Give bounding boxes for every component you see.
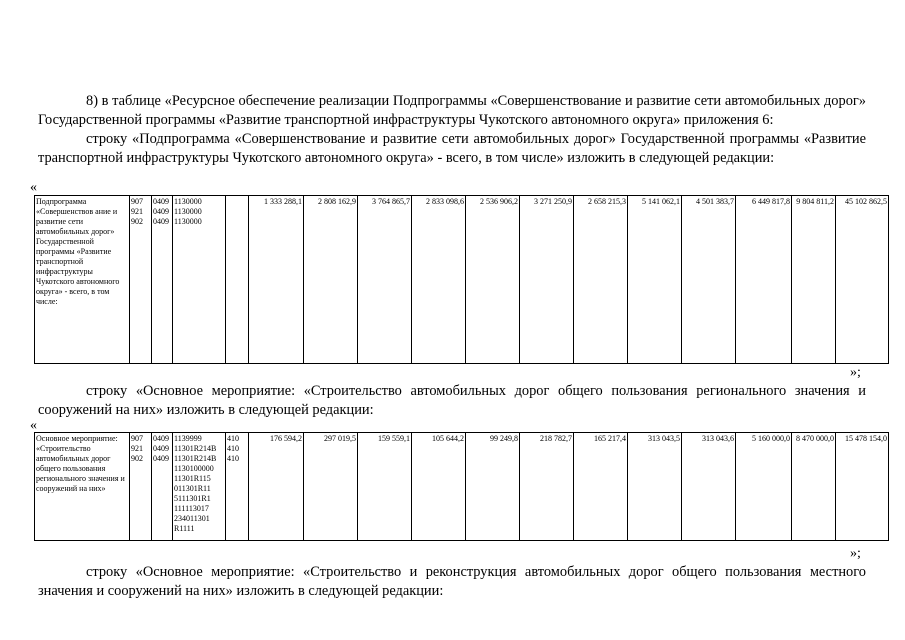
value-cell: 9 804 811,2 xyxy=(792,196,836,364)
value-cell: 4 501 383,7 xyxy=(682,196,736,364)
table-main-activity xyxy=(34,432,889,541)
value-cell: 105 644,2 xyxy=(412,433,466,541)
mid-text: строку «Основное мероприятие: «Строительство автомобильных дорог общего пользования регионального значения и сооружений на них» изложить в следующей редакции: xyxy=(38,383,866,418)
value-cell: 99 249,8 xyxy=(466,433,520,541)
outro-paragraph xyxy=(38,563,866,601)
intro-line-2: строку «Подпрограмма «Совершенствование и развитие сети автомобильных дорог» Государственной программы «Развитие транспортной инфраструктуры Чукотского автономного округа» - всего, в том числе» изложить в следующей редакции: xyxy=(38,131,866,166)
csr-cell: 1130000 1130000 1130000 xyxy=(173,196,226,364)
grbs-cell: 907 921 902 xyxy=(130,196,152,364)
table-subprogram xyxy=(34,195,889,364)
intro-line-1: 8) в таблице «Ресурсное обеспечение реализации Подпрограммы «Совершенствование и развитие сети автомобильных дорог» Государственной программы «Развитие транспортной инфраструктуры Чукотского автономного округа» приложения 6: xyxy=(38,93,866,128)
value-cell: 6 449 817,8 xyxy=(736,196,792,364)
value-cell: 2 808 162,9 xyxy=(304,196,358,364)
value-cell: 2 536 906,2 xyxy=(466,196,520,364)
value-cell: 165 217,4 xyxy=(574,433,628,541)
table-row xyxy=(35,433,889,541)
row-name-cell: Подпрограмма «Совершенствов ание и развитие сети автомобильных дорог» Государственной программы «Развитие транспортной инфраструктуры Чукотского автономного округа» - всего, в том числе: xyxy=(35,196,130,364)
close-quote-1: »; xyxy=(850,365,861,380)
intro-paragraph xyxy=(38,92,866,168)
vr-cell xyxy=(226,196,249,364)
vr-cell: 410 410 410 xyxy=(226,433,249,541)
close-quote-2: »; xyxy=(850,546,861,561)
value-cell: 5 141 062,1 xyxy=(628,196,682,364)
open-quote-1: « xyxy=(30,180,37,195)
outro-text: строку «Основное мероприятие: «Строительство и реконструкция автомобильных дорог общего пользования местного значения и сооружений на них» изложить в следующей редакции: xyxy=(38,564,866,599)
value-cell: 297 019,5 xyxy=(304,433,358,541)
value-cell: 218 782,7 xyxy=(520,433,574,541)
value-cell: 159 559,1 xyxy=(358,433,412,541)
value-cell: 5 160 000,0 xyxy=(736,433,792,541)
value-cell: 2 658 215,3 xyxy=(574,196,628,364)
value-cell: 176 594,2 xyxy=(249,433,304,541)
table-row xyxy=(35,196,889,364)
value-cell: 2 833 098,6 xyxy=(412,196,466,364)
value-cell: 8 470 000,0 xyxy=(792,433,836,541)
value-cell: 313 043,5 xyxy=(628,433,682,541)
rz-cell: 0409 0409 0409 xyxy=(152,196,173,364)
value-cell: 3 764 865,7 xyxy=(358,196,412,364)
csr-cell: 1139999 11301R214B 11301R214B 1130100000 11301R115 011301R11 5111301R1 111113017 234011301 R1111 xyxy=(173,433,226,541)
value-cell: 313 043,6 xyxy=(682,433,736,541)
row-name-cell: Основное мероприятие: «Строительство автомобильных дорог общего пользования регионального значения и сооружений на них» xyxy=(35,433,130,541)
mid-paragraph xyxy=(38,382,866,420)
value-cell: 1 333 288,1 xyxy=(249,196,304,364)
value-cell: 45 102 862,5 xyxy=(836,196,889,364)
grbs-cell: 907 921 902 xyxy=(130,433,152,541)
open-quote-2: « xyxy=(30,418,37,433)
value-cell: 15 478 154,0 xyxy=(836,433,889,541)
rz-cell: 0409 0409 0409 xyxy=(152,433,173,541)
value-cell: 3 271 250,9 xyxy=(520,196,574,364)
